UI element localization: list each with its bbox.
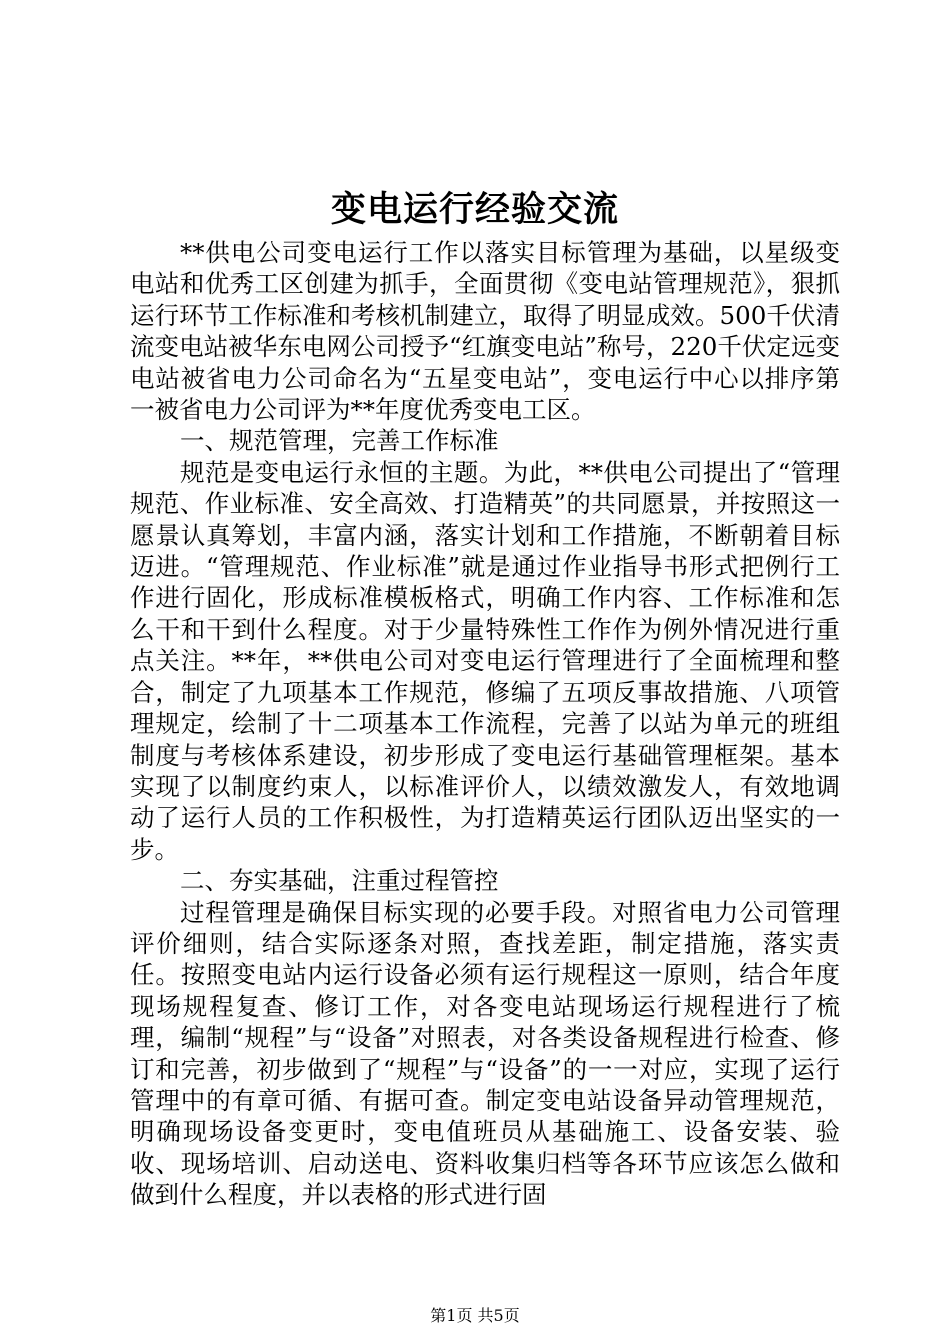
paragraph-intro: **供电公司变电运行工作以落实目标管理为基础，以星级变电站和优秀工区创建为抓手，全面贯彻《变电站管理规范》，狠抓运行环节工作标准和考核机制建立，取得了明显成效。500千伏清流变电站被华东电网公司授予“红旗变电站”称号，220千伏定远变电站被省电力公司命名为“五星变电站”，变电运行中心以排序第一被省电力公司评为**年度优秀变电工区。 bbox=[130, 238, 840, 425]
section-heading-1: 一、规范管理，完善工作标准 bbox=[180, 426, 499, 456]
paragraph-section-2: 过程管理是确保目标实现的必要手段。对照省电力公司管理评价细则，结合实际逐条对照，查找差距，制定措施，落实责任。按照变电站内运行设备必须有运行规程这一原则，结合年度现场规程复查、修订工作，对各变电站现场运行规程进行了梳理，编制“规程”与“设备”对照表，对各类设备规程进行检查、修订和完善，初步做到了“规程”与“设备”的一一对应，实现了运行管理中的有章可循、有据可查。制定变电站设备异动管理规范，明确现场设备变更时，变电值班员从基础施工、设备安装、验收、现场培训、启动送电、资料收集归档等各环节应该怎么做和做到什么程度，并以表格的形式进行固 bbox=[130, 897, 840, 1210]
paragraph-section-1: 规范是变电运行永恒的主题。为此，**供电公司提出了“管理规范、作业标准、安全高效、打造精英”的共同愿景，并按照这一愿景认真筹划，丰富内涵，落实计划和工作措施，不断朝着目标迈进。“管理规范、作业标准”就是通过作业指导书形式把例行工作进行固化，形成标准模板格式，明确工作内容、工作标准和怎么干和干到什么程度。对于少量特殊性工作作为例外情况进行重点关注。**年，**供电公司对变电运行管理进行了全面梳理和整合，制定了九项基本工作规范，修编了五项反事故措施、八项管理规定，绘制了十二项基本工作流程，完善了以站为单元的班组制度与考核体系建设，初步形成了变电运行基础管理框架。基本实现了以制度约束人，以标准评价人，以绩效激发人，有效地调动了运行人员的工作积极性，为打造精英运行团队迈出坚实的一步。 bbox=[130, 457, 840, 864]
section-heading-2: 二、夯实基础，注重过程管控 bbox=[180, 866, 499, 896]
document-title: 变电运行经验交流 bbox=[330, 189, 619, 230]
document-body bbox=[130, 237, 840, 1211]
page-number-footer: 第1页 共5页 bbox=[430, 1306, 520, 1325]
